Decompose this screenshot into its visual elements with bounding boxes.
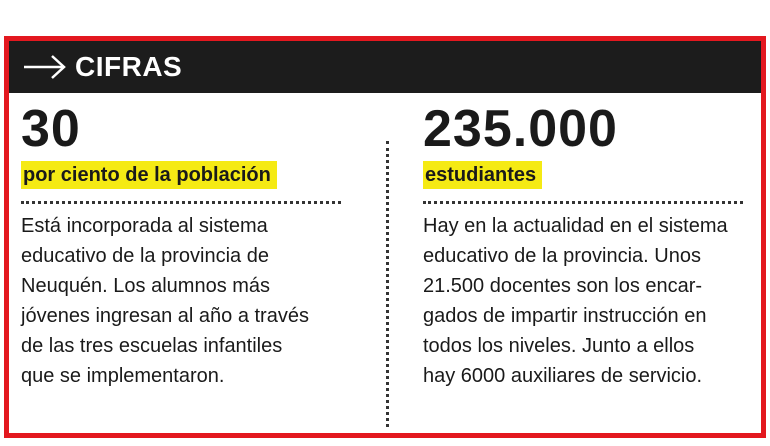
header-bar <box>9 41 761 93</box>
right-big-number: 235.000 <box>423 100 618 158</box>
right-highlight-label: estudiantes <box>423 161 542 189</box>
left-big-number: 30 <box>21 100 81 158</box>
left-dotted-separator <box>21 201 341 204</box>
left-body-text: Está incorporada al sistema educativo de la provincia de Neuquén. Los alumnos más jóvenes ingresan al año a través de las tres escuelas infantiles que se implementaron. <box>21 215 309 387</box>
left-highlight-label: por ciento de la población <box>21 161 277 189</box>
arrow-right-icon <box>23 54 67 80</box>
header-title: CIFRAS <box>75 51 183 82</box>
right-body-text: Hay en la actualidad en el sistema educativo de la provincia. Unos 21.500 docentes son los encar- gados de impartir instrucción en todos los niveles. Junto a ellos hay 6000 auxiliares de servicio. <box>423 215 728 387</box>
right-dotted-separator <box>423 201 743 204</box>
vertical-dotted-divider <box>386 141 389 427</box>
infographic-frame <box>4 36 766 438</box>
